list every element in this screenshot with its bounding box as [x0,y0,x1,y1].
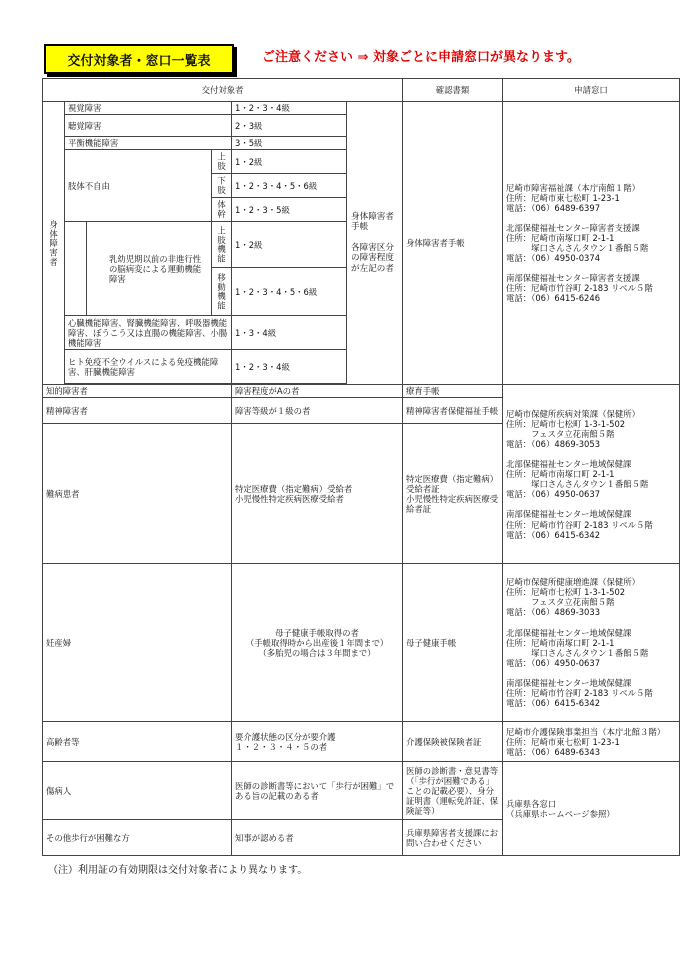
other-condition: 知事が認める者 [232,820,403,856]
internal-grade: 1・3・4級 [232,316,347,350]
visual-grade: 1・2・3・4級 [232,102,347,115]
other-document: 兵庫県障害者支援課にお問い合わせください [403,820,503,856]
physical-document: 身体障害者手帳 [403,102,503,385]
balance-grade: 3・5級 [232,137,347,150]
elderly-condition: 要介護状態の区分が要介護 １・２・３・４・５の者 [232,722,403,762]
notice-text: ご注意ください ⇒ 対象ごとに申請窓口が異なります。 [262,50,580,65]
header-window: 申請窓口 [503,79,680,102]
intractable-document: 特定医療費（指定難病）受給者証 小児慢性特定疾病医療受給者証 [403,424,503,564]
brain-upper-grade: 1・2級 [232,222,347,268]
pregnant-document: 母子健康手帳 [403,564,503,722]
visual-label: 視覚障害 [65,102,232,115]
pregnant-condition: 母子健康手帳取得の者 （手帳取得時から出産後１年間まで） （多胎児の場合は３年間まで） [232,564,403,722]
intellectual-label: 知的障害者 [43,385,232,398]
page-title: 交付対象者・窓口一覧表 [44,44,234,74]
internal-label: 心臓機能障害、腎臓機能障害、呼吸器機能障害、ぼうこう又は直腸の機能障害、小腸機能障害 [65,316,232,350]
limb-trunk-label: 体幹 [212,198,232,222]
intractable-label: 難病患者 [43,424,232,564]
hyogo-window: 兵庫県各窓口 （兵庫県ホームページ参照） [503,762,680,856]
pregnant-window: 尼崎市保健所健康増進課（保健所） 住所：尼崎市七松町 1-3-1-502 フェスタ立花南館５階 電話：（06）4869-3033 北部保健福祉センター地域保健課 住所：尼崎市南塚口町 2-1-1 塚口さんさんタウン１番館５階 電話：（06）4950-0637 南部保健福祉センター地域保健課 住所：尼崎市竹谷町 2-183 リベル５階 電話：（06）6415-6342 [503,564,680,722]
elderly-document: 介護保険被保険者証 [403,722,503,762]
pregnant-label: 妊産婦 [43,564,232,722]
header-target: 交付対象者 [43,79,403,102]
elderly-label: 高齢者等 [43,722,232,762]
hearing-label: 聴覚障害 [65,115,232,137]
brain-move-label: 移動機能 [212,268,232,316]
limb-label: 肢体不自由 [65,150,212,222]
limb-trunk-grade: 1・2・3・5級 [232,198,347,222]
limb-lower-label: 下肢 [212,174,232,198]
physical-window: 尼崎市障害福祉課（本庁南館１階） 住所：尼崎市東七松町 1-23-1 電話：（06）6489-6397 北部保健福祉センター障害者支援課 住所：尼崎市南塚口町 2-1-1 塚口さんさんタウン１番館５階 電話：（06）4950-0374 南部保健福祉センター障害者支援課 住所：尼崎市竹谷町 2-183 リベル５階 電話：（06）6415-6246 [503,102,680,385]
footnote: （注）利用証の有効期限は交付対象者により異なります。 [48,865,308,876]
intellectual-condition: 障害程度がAの者 [232,385,403,398]
limb-upper-label: 上肢 [212,150,232,174]
header-document: 確認書類 [403,79,503,102]
brain-upper-label: 上肢機能 [212,222,232,268]
injured-document: 医師の診断書・意見書等（「歩行が困難である」ことの記載必要）、身分証明書（運転免許証、保険証等） [403,762,503,820]
intractable-condition: 特定医療費（指定難病）受給者 小児慢性特定疾病医療受給者 [232,424,403,564]
hearing-grade: 2・3級 [232,115,347,137]
balance-label: 平衡機能障害 [65,137,232,150]
brain-move-grade: 1・2・3・4・5・6級 [232,268,347,316]
physical-note: 身体障害者手帳 各障害区分の障害程度が左記の者 [347,102,403,385]
eligibility-table [42,78,680,856]
brain-lesion-label: 乳幼児期以前の非進行性の脳病変による運動機能障害 [87,222,212,316]
other-label: その他歩行が困難な方 [43,820,232,856]
mental-condition: 障害等級が１級の者 [232,398,403,424]
mental-document: 精神障害者保健福祉手帳 [403,398,503,424]
mental-label: 精神障害者 [43,398,232,424]
injured-label: 傷病人 [43,762,232,820]
intellectual-document: 療育手帳 [403,385,503,398]
hiv-grade: 1・2・3・4級 [232,350,347,384]
limb-upper-grade: 1・2級 [232,150,347,174]
mental-window: 尼崎市保健所疾病対策課（保健所） 住所：尼崎市七松町 1-3-1-502 フェスタ立花南館５階 電話：（06）4869-3053 北部保健福祉センター地域保健課 住所：尼崎市南塚口町 2-1-1 塚口さんさんタウン１番館５階 電話：（06）4950-0637 南部保健福祉センター地域保健課 住所：尼崎市竹谷町 2-183 リベル５階 電話：（06）6415-6342 [503,385,680,564]
hiv-label: ヒト免疫不全ウイルスによる免疫機能障害、肝臓機能障害 [65,350,232,384]
elderly-window: 尼崎市介護保険事業担当（本庁北館３階） 住所：尼崎市東七松町 1-23-1 電話：（06）6489-6343 [503,722,680,762]
physical-group-label: 身体障害者 [43,102,65,385]
injured-condition: 医師の診断書等において「歩行が困難」である旨の記載のある者 [232,762,403,820]
limb-lower-grade: 1・2・3・4・5・6級 [232,174,347,198]
